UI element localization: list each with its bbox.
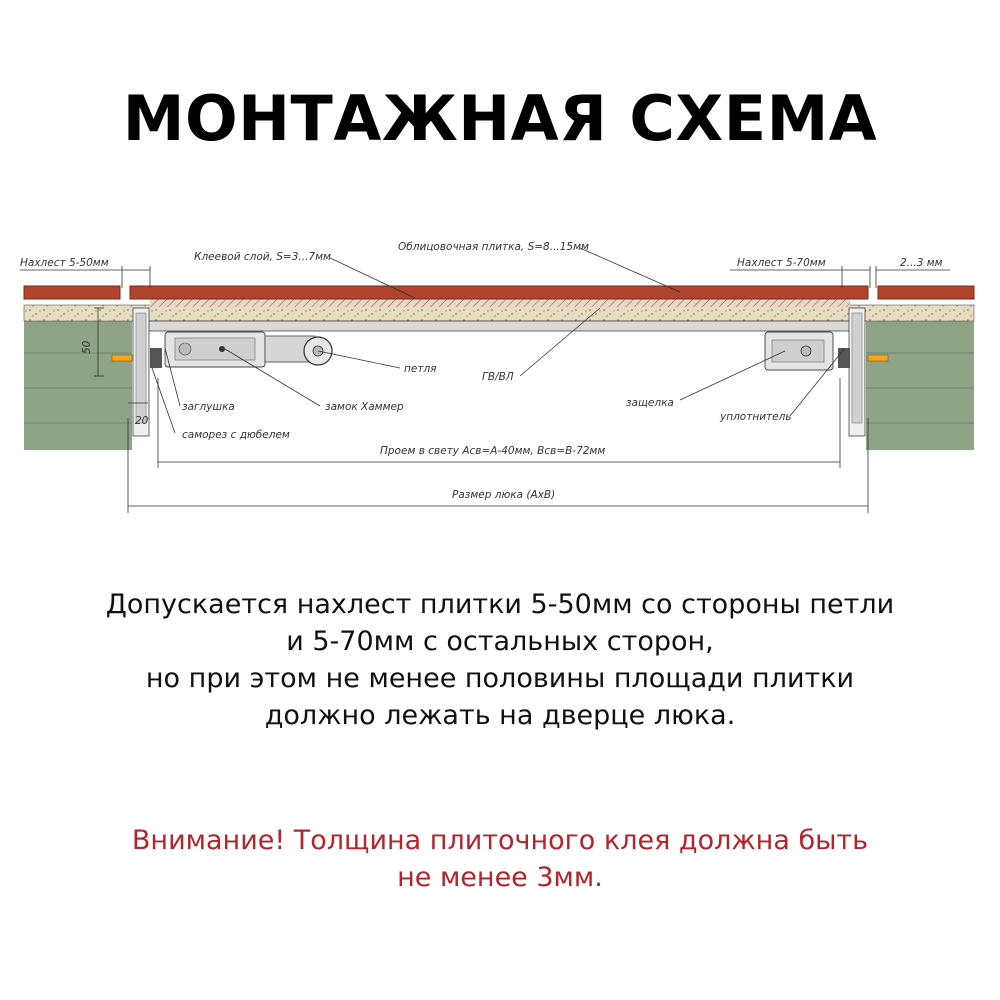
label-adhesive-layer: Клеевой слой, S=3...7мм	[194, 251, 331, 263]
door-adhesive	[150, 299, 850, 307]
note-line: Допускается нахлест плитки 5-50мм со стороны петли	[105, 589, 895, 620]
tile-door	[130, 286, 868, 299]
label-clear-opening: Проем в свету Асв=А-40мм, Всв=В-72мм	[380, 445, 606, 457]
warning-line: Внимание! Толщина плиточного клея должна быть	[131, 825, 869, 856]
label-hatch-size: Размер люка (АхВ)	[452, 489, 556, 501]
right-wall	[866, 320, 974, 450]
warning-note	[0, 822, 1000, 896]
note-line: но при этом не менее половины площади плитки	[145, 663, 855, 694]
label-overlap-left: Нахлест 5-50мм	[20, 257, 109, 269]
label-plug: заглушка	[182, 401, 235, 413]
adhesive-layer	[24, 305, 974, 321]
hinge	[265, 336, 332, 365]
hammer-lock	[165, 332, 265, 367]
note-line: и 5-70мм с остальных сторон,	[286, 626, 714, 657]
label-gvl: ГВ/ВЛ	[482, 371, 514, 383]
label-seal: уплотнитель	[720, 411, 792, 423]
label-overlap-right: Нахлест 5-70мм	[737, 257, 826, 269]
page-title: МОНТАЖНАЯ СХЕМА	[122, 82, 878, 155]
left-wall	[24, 320, 132, 450]
label-tile: Облицовочная плитка, S=8...15мм	[398, 241, 589, 253]
warning-line: не менее 3мм.	[397, 862, 603, 893]
installation-diagram	[0, 228, 1000, 528]
label-dim-20: 20	[135, 415, 149, 427]
tile-left	[24, 286, 120, 299]
label-dim-50: 50	[81, 340, 93, 354]
tile-right	[878, 286, 974, 299]
label-gap: 2...3 мм	[900, 257, 943, 269]
latch	[765, 332, 833, 370]
label-latch: защелка	[626, 397, 674, 409]
label-hinge: петля	[404, 363, 437, 375]
label-hammer-lock: замок Хаммер	[325, 401, 404, 413]
installation-note	[0, 586, 1000, 734]
note-line: должно лежать на дверце люка.	[264, 700, 736, 731]
label-screw-dowel: саморез с дюбелем	[182, 429, 290, 441]
